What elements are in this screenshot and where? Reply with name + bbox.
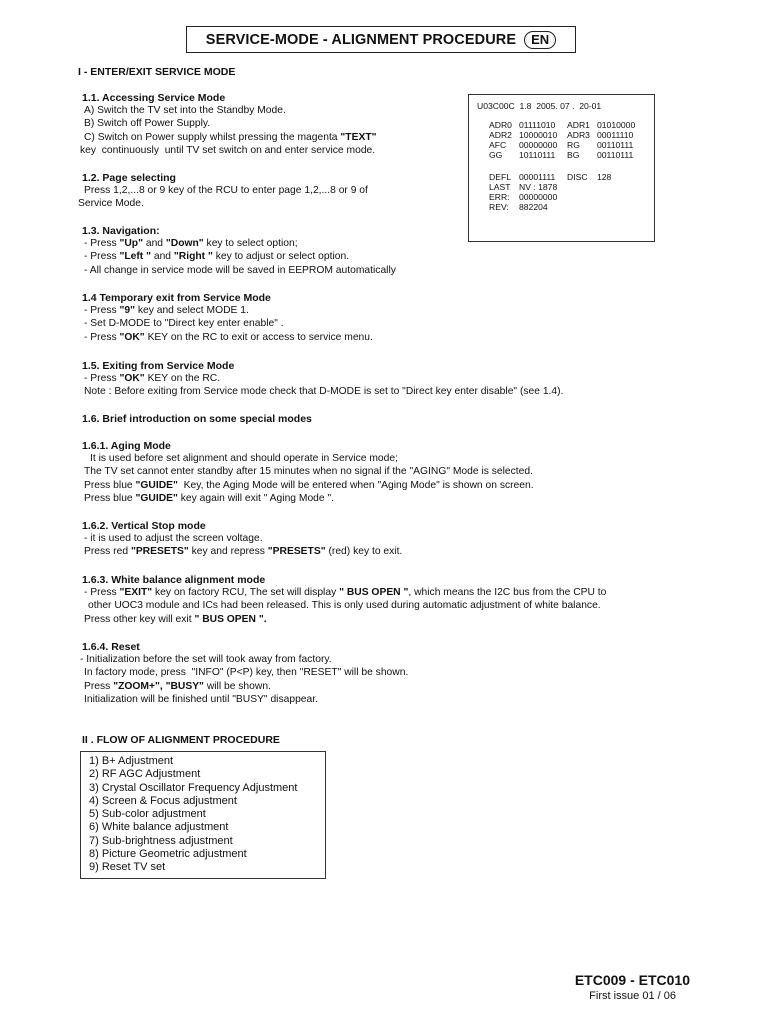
language-badge: EN — [524, 31, 556, 49]
section-1-6-4-line: In factory mode, press "INFO" (P<P) key, then "RESET" will be shown. — [84, 667, 409, 679]
section-1-4-line: - Press "9" key and select MODE 1. — [84, 305, 249, 316]
page-title-box — [186, 26, 576, 53]
section-1-2 — [78, 172, 368, 211]
section-1-6-1-heading: 1.6.1. Aging Mode — [82, 440, 171, 452]
defl-row: DEFL 00001111 DISC 128 — [489, 172, 612, 182]
last-row: LAST NV : 1878 — [489, 182, 558, 192]
list-item: 2) RF AGC Adjustment — [89, 768, 201, 781]
section-1-6-3-line: other UOC3 module and ICs had been released. This is only used during automatic adjustment of white balance. — [88, 600, 601, 612]
section-1-6-2 — [82, 520, 402, 559]
register-row: GG 10110111 BG 00110111 — [489, 150, 634, 160]
list-item: 7) Sub-brightness adjustment — [89, 834, 233, 847]
section-1-6-3-line: Press other key will exit " BUS OPEN ". — [84, 613, 267, 625]
list-item: 6) White balance adjustment — [89, 821, 229, 834]
section-1-6-4 — [82, 641, 408, 707]
register-row: AFC 00000000 RG 00110111 — [489, 140, 634, 150]
section-1-6-1-line: It is used before set alignment and should operate in Service mode; — [90, 453, 398, 464]
section-1-4-line: - Press "OK" KEY on the RC to exit or access to service menu. — [84, 331, 373, 343]
section-1-6-heading: 1.6. Brief introduction on some special modes — [82, 413, 312, 425]
section-1-5-heading: 1.5. Exiting from Service Mode — [82, 360, 235, 372]
register-table — [477, 120, 646, 212]
section-1-1 — [82, 92, 377, 158]
section-1-1-line: A) Switch the TV set into the Standby Mode. — [84, 105, 286, 116]
section-1-6-4-line: Press "ZOOM+", "BUSY" will be shown. — [84, 680, 271, 692]
section-1-4 — [82, 292, 373, 344]
section-1-3 — [82, 225, 396, 277]
register-row: ADR0 01111010 ADR1 01010000 — [489, 120, 636, 130]
section-1-6-3-line: - Press "EXIT" key on factory RCU, The set will display " BUS OPEN ", which means the I2C bus from the CPU to — [84, 587, 607, 598]
section-1-2-heading: 1.2. Page selecting — [82, 172, 176, 184]
list-item: 1) B+ Adjustment — [89, 755, 174, 767]
section-1-4-line: - Set D-MODE to "Direct key enter enable" . — [84, 318, 284, 330]
document-code: ETC009 - ETC010 — [574, 972, 690, 988]
section-1-6-1-line: Press blue "GUIDE" Key, the Aging Mode will be entered when "Aging Mode" is shown on screen. — [84, 479, 534, 491]
section-1-1-line: key continuously until TV set switch on and enter service mode. — [80, 145, 376, 157]
page-title: SERVICE-MODE - ALIGNMENT PROCEDURE — [205, 31, 517, 48]
section-1-6-4-heading: 1.6.4. Reset — [82, 641, 140, 653]
rev-row: REV: 882204 — [489, 202, 548, 212]
list-item: 9) Reset TV set — [89, 861, 166, 874]
section-1-3-line: - Press "Up" and "Down" key to select option; — [84, 238, 298, 249]
section-1-6-4-line: Initialization will be finished until "BUSY" disappear. — [84, 694, 318, 706]
section-1-3-heading: 1.3. Navigation: — [82, 225, 160, 237]
list-item: 3) Crystal Oscillator Frequency Adjustment — [89, 781, 298, 794]
section-1-5 — [82, 360, 563, 399]
list-item: 8) Picture Geometric adjustment — [89, 848, 247, 861]
section-1-6-1-line: The TV set cannot enter standby after 15 minutes when no signal if the "AGING" Mode is selected. — [84, 466, 533, 478]
section-2-heading: II . FLOW OF ALIGNMENT PROCEDURE — [82, 734, 280, 746]
section-1-1-heading: 1.1. Accessing Service Mode — [82, 92, 226, 104]
section-1-6-1 — [82, 440, 534, 506]
section-1-2-line: Press 1,2,...8 or 9 key of the RCU to enter page 1,2,...8 or 9 of — [84, 185, 368, 196]
section-1-4-heading: 1.4 Temporary exit from Service Mode — [82, 292, 271, 304]
register-row: ADR2 10000010 ADR3 00011110 — [489, 130, 634, 140]
issue-label: First issue 01 / 06 — [589, 990, 676, 1002]
service-info-box — [468, 94, 655, 242]
list-item: 5) Sub-color adjustment — [89, 808, 206, 821]
section-1-5-line: Note : Before exiting from Service mode check that D-MODE is set to "Direct key enter disable" (see 1.4). — [84, 386, 564, 398]
section-1-5-line: - Press "OK" KEY on the RC. — [84, 373, 221, 384]
section-1-3-line: - All change in service mode will be saved in EEPROM automatically — [84, 264, 396, 276]
section-1-2-line: Service Mode. — [78, 198, 144, 210]
section-1-1-line: C) Switch on Power supply whilst pressing the magenta "TEXT" — [84, 131, 377, 143]
section-1-6-4-line: - Initialization before the set will took away from factory. — [80, 654, 332, 665]
section-1-1-line: B) Switch off Power Supply. — [84, 118, 211, 130]
section-1-3-line: - Press "Left " and "Right " key to adjust or select option. — [84, 251, 350, 263]
list-item: 4) Screen & Focus adjustment — [89, 794, 237, 807]
section-1-6-2-line: - it is used to adjust the screen voltage. — [84, 533, 263, 544]
section-1-6-2-heading: 1.6.2. Vertical Stop mode — [82, 520, 206, 532]
err-row: ERR: 00000000 — [489, 192, 558, 202]
section-1-6-3-heading: 1.6.3. White balance alignment mode — [82, 574, 266, 586]
section-1-6-1-line: Press blue "GUIDE" key again will exit " Aging Mode ". — [84, 493, 335, 505]
section-1-6-2-line: Press red "PRESETS" key and repress "PRESETS" (red) key to exit. — [84, 546, 403, 558]
section-1-heading: I - ENTER/EXIT SERVICE MODE — [78, 66, 236, 78]
info-header: U03C00C 1.8 2005. 07 . 20-01 — [477, 101, 602, 111]
section-1-6-3 — [82, 574, 606, 626]
alignment-flow-list — [80, 751, 326, 879]
